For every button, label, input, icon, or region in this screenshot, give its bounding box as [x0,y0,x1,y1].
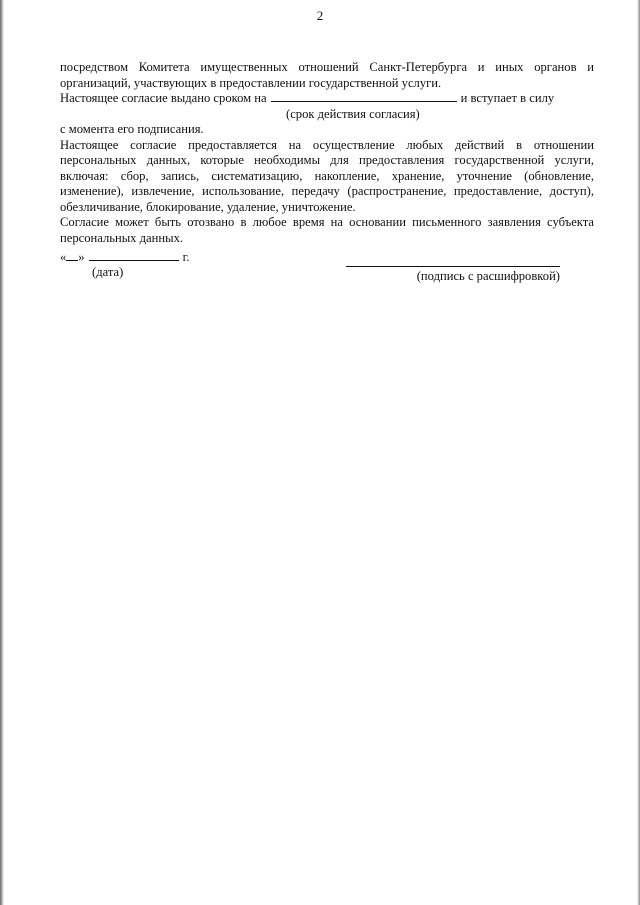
signature-block [346,250,560,284]
signature-blank-field[interactable] [346,250,560,267]
consent-body [60,60,594,246]
paragraph-revocation: Согласие может быть отозвано в любое время на основании письменного заявления субъекта персональных данных. [60,215,594,245]
page-number: 2 [316,8,324,23]
year-suffix: г. [182,250,190,264]
scan-edge-left [0,0,4,905]
paragraph-committee [60,60,594,91]
paragraph-committee-line1: посредством Комитета имущественных отношений Санкт-Петербурга и иных органов [60,60,577,74]
month-year-blank-field[interactable] [89,250,179,261]
paragraph-committee-line2: и организаций, участвующих в предоставлении государственной услуги. [60,60,594,90]
term-caption: (срок действия согласия) [286,106,420,121]
term-line [60,91,594,107]
paragraph-actions: Настоящее согласие предоставляется на осуществление любых действий в отношении персональных данных, которые необходимы для предоставления государственной услуги, включая: сбор, запись, систематизацию, накопление, хранение, уточнение (обновление, изменение), извлечение, использование, передачу (распространение, предоставление, доступ), обезличивание, блокирование, удаление, уничтожение. [60,137,594,214]
date-close-quote: » [78,250,85,264]
term-continuation: с момента его подписания. [60,122,204,136]
signature-caption: (подпись с расшифровкой) [416,269,560,283]
day-blank-field[interactable] [66,250,78,261]
term-blank-field[interactable] [271,91,457,102]
date-caption: (дата) [92,265,124,279]
term-suffix: и вступает в силу [460,91,555,105]
term-prefix: Настоящее согласие выдано сроком на [60,91,267,105]
date-open-quote: « [60,250,67,264]
date-block [60,250,190,280]
date-line [60,250,190,265]
